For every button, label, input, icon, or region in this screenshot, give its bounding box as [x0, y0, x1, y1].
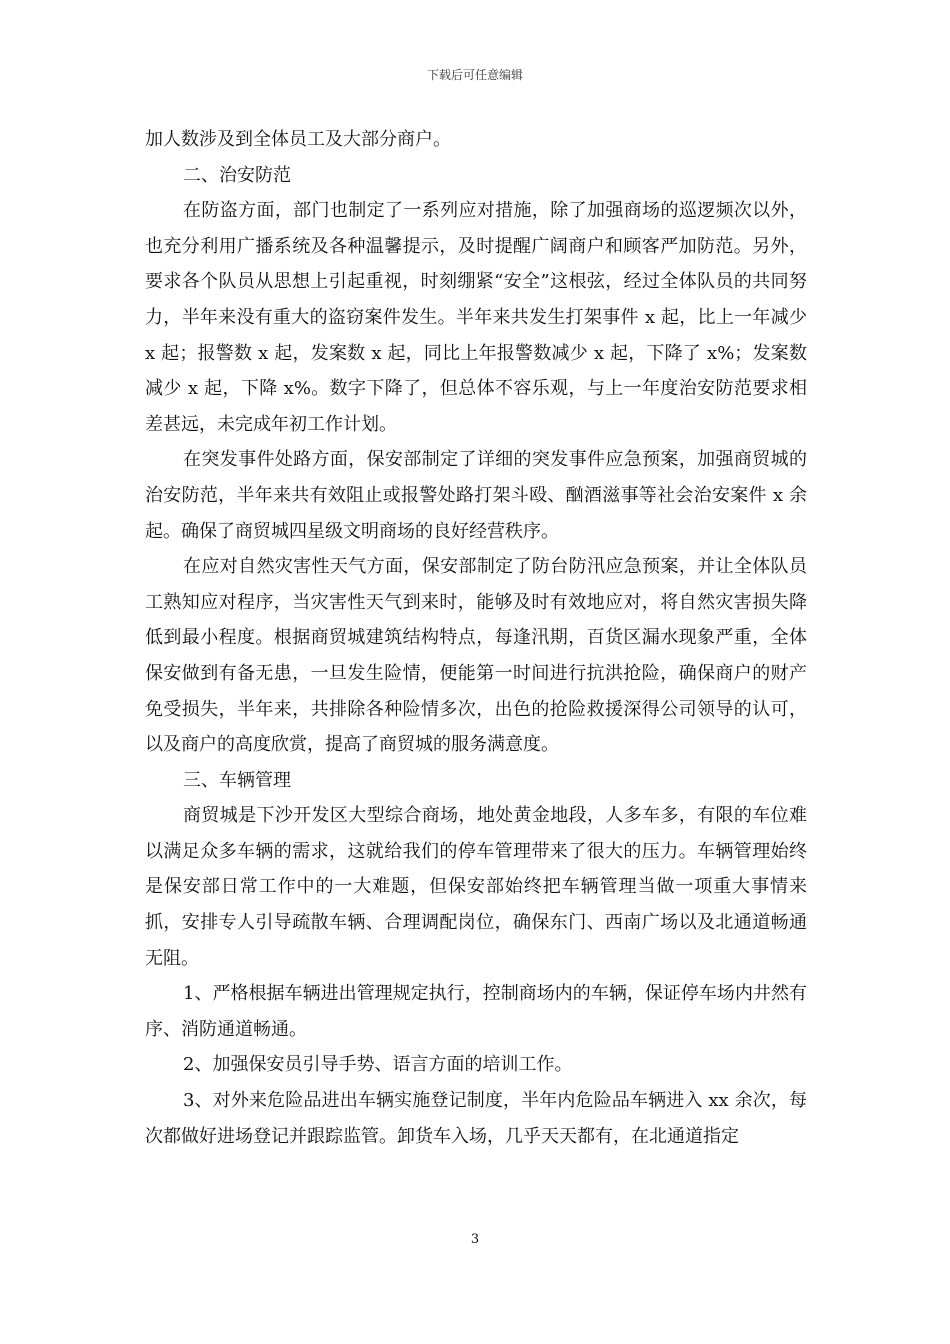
- list-item: 3、对外来危险品进出车辆实施登记制度，半年内危险品车辆进入 xx 余次，每次都做好进场登记并跟踪监管。卸货车入场，几乎天天都有，在北通道指定: [145, 1090, 807, 1147]
- list-item: 1、严格根据车辆进出管理规定执行，控制商场内的车辆，保证停车场内井然有序、消防通道畅通。: [145, 983, 807, 1040]
- page-number: 3: [470, 1232, 480, 1247]
- paragraph: 商贸城是下沙开发区大型综合商场，地处黄金地段，人多车多，有限的车位难以满足众多车辆的需求，这就给我们的停车管理带来了很大的压力。车辆管理始终是保安部日常工作中的一大难题，但保安部始终把车辆管理当做一项重大事情来抓，安排专人引导疏散车辆、合理调配岗位，确保东门、西南广场以及北通道畅通无阻。: [145, 805, 807, 969]
- paragraph: 在防盗方面，部门也制定了一系列应对措施，除了加强商场的巡逻频次以外，也充分利用广播系统及各种温馨提示，及时提醒广阔商户和顾客严加防范。另外，要求各个队员从思想上引起重视，时刻绷紧“安全”这根弦，经过全体队员的共同努力，半年来没有重大的盗窃案件发生。半年来共发生打架事件 x 起，比上一年减少 x 起；报警数 x 起，发案数 x 起，同比上年报警数减少 x 起，下降了 x%；发案数减少 x 起，下降 x%。数字下降了，但总体不容乐观，与上一年度治安防范要求相差甚远，未完成年初工作计划。: [145, 200, 807, 435]
- paragraph: 在突发事件处路方面，保安部制定了详细的突发事件应急预案，加强商贸城的治安防范，半年来共有效阻止或报警处路打架斗殴、酗酒滋事等社会治安案件 x 余起。确保了商贸城四星级文明商场的良好经营秩序。: [145, 449, 807, 542]
- paragraph: 在应对自然灾害性天气方面，保安部制定了防台防汛应急预案，并让全体队员工熟知应对程序，当灾害性天气到来时，能够及时有效地应对，将自然灾害损失降低到最小程度。根据商贸城建筑结构特点，每逢汛期，百货区漏水现象严重，全体保安做到有备无患，一旦发生险情，便能第一时间进行抗洪抢险，确保商户的财产免受损失，半年来，共排除各种险情多次，出色的抢险救援深得公司领导的认可，以及商户的高度欣赏，提高了商贸城的服务满意度。: [145, 556, 807, 756]
- page-header: 下载后可任意编辑: [426, 68, 523, 82]
- section-heading: 二、治安防范: [183, 164, 291, 186]
- list-item: 2、加强保安员引导手势、语言方面的培训工作。: [183, 1054, 573, 1076]
- paragraph: 加人数涉及到全体员工及大部分商户。: [145, 129, 451, 150]
- section-heading: 三、车辆管理: [183, 769, 291, 791]
- document-body: [145, 122, 807, 1154]
